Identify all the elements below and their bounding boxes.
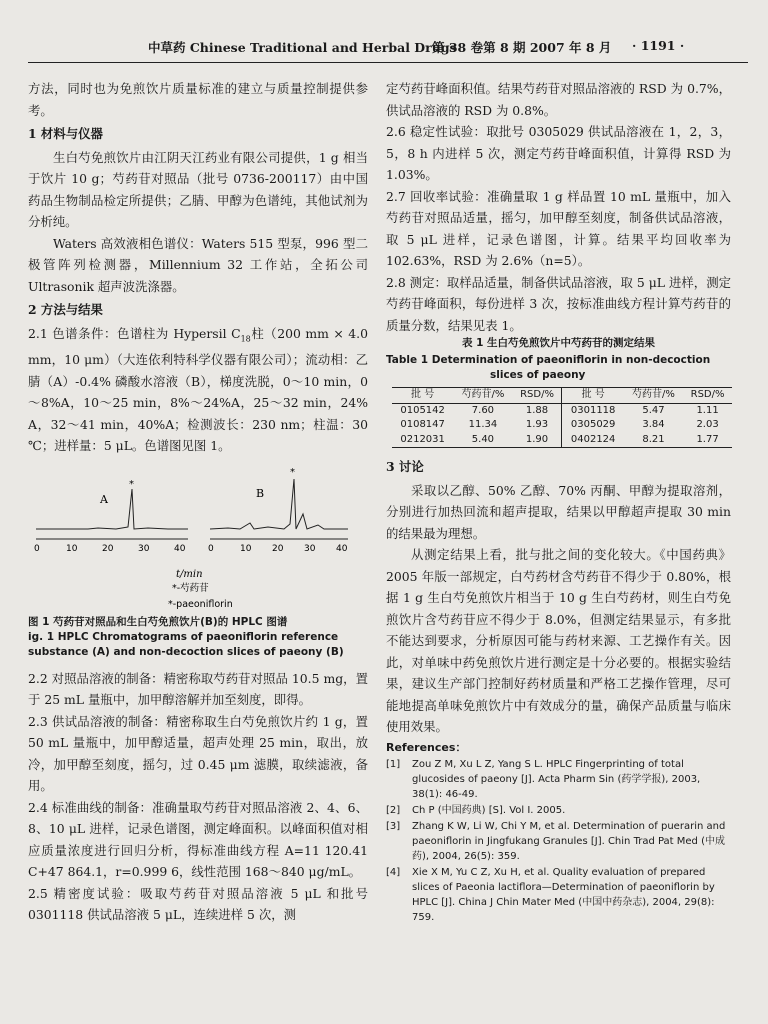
cell: 0108147 <box>400 419 445 430</box>
cell: 8.21 <box>642 433 665 445</box>
page-number: · 1191 · <box>632 38 685 53</box>
cell: 0301118 <box>562 403 624 418</box>
section-heading: 3 讨论 <box>386 459 424 474</box>
paragraph: 定芍药苷峰面积值。结果芍药苷对照品溶液的 RSD 为 0.7%，供试品溶液的 RSD 为 0.8%。 <box>386 81 731 118</box>
paragraph: 2.2 对照品溶液的制备：精密称取芍药苷对照品 10.5 mg，置于 25 mL 量瓶中，加甲醇溶解并加至刻度，即得。 <box>28 670 368 708</box>
column-header: RSD/% <box>690 389 725 400</box>
tick-label: 0 <box>34 543 40 554</box>
section-heading: 1 材料与仪器 <box>28 126 103 141</box>
cell: 1.93 <box>525 419 549 430</box>
cell: 2.03 <box>696 419 719 430</box>
table-caption-en: Table 1 Determination of paeoniflorin in non-decoction slices of paeony <box>386 354 711 381</box>
tick-label: 40 <box>336 543 348 554</box>
paragraph: 生白芍免煎饮片由江阴天江药业有限公司提供，1 g 相当于饮片 10 g；芍药苷对照品（批号 0736-200117）由中国药品生物制品检定所提供；乙腈、甲醇为色谱纯，其他试剂为分析纯。 <box>28 149 368 229</box>
table-row <box>392 403 732 418</box>
paragraph: 2.1 色谱条件：色谱柱为 Hypersil $C_{18}$柱（200 mm × 4.0 mm，10 μm）（大连依利特科学仪器有限公司）；流动相：乙腈（A）-0.4% 磷酸水溶液（B），梯度洗脱，0～10 min，0～8%A，10～25 min，8%～24%A，25～32 min，24% A，32～41 min，40%A；检测波长：230 nm；柱温：30 ℃；进样量：5 μL。色谱图见图 1。 <box>28 325 368 454</box>
cell: 7.60 <box>471 404 495 416</box>
tick-label: 10 <box>240 543 252 554</box>
paragraph: 2.6 稳定性试验：取批号 0305029 供试品溶液在 1，2，3，5，8 h 内进样 5 次，测定芍药苷峰面积值，计算得 RSD 为 1.03%。 <box>386 124 731 182</box>
tick-label: 30 <box>304 543 316 554</box>
right-column <box>386 78 731 926</box>
figure-caption: 图 1 芍药苷对照品和生白芍免煎饮片(B)的 HPLC 图谱 ig. 1 HPLC Chromatograms of paeoniflorin reference substance (A) and non-decoction slices of paeony (B) <box>28 615 344 658</box>
column-header: 批 号 <box>562 388 624 404</box>
hplc-figure <box>28 459 368 611</box>
peak-marker: * <box>290 466 295 478</box>
table-row <box>392 418 732 433</box>
legend-english: *-paeoniflorin <box>168 598 233 610</box>
cell: 5.40 <box>471 433 495 445</box>
cell: 3.84 <box>642 419 665 430</box>
trace-label-b: B <box>256 486 265 500</box>
reference-item: [2] Ch P (中国药典) [S]. Vol I. 2005. <box>386 804 566 816</box>
column-header: RSD/% <box>520 389 554 400</box>
tick-label: 30 <box>138 543 150 554</box>
references <box>386 740 731 925</box>
paragraph: 2.4 标准曲线的制备：准确量取芍药苷对照品溶液 2、4、6、8、10 μL 进样，记录色谱图，测定峰面积。以峰面积值对相应质量浓度进行回归分析，得标准曲线方程 A=11 120.41 C+47 864.1，r=0.999 6，线性范围 168～840 μg/mL。 <box>28 799 368 880</box>
cell: 1.11 <box>696 404 719 416</box>
paragraph: 2.5 精密度试验：吸取芍药苷对照品溶液 5 μL 和批号 0301118 供试品溶液 5 μL，连续进样 5 次，测 <box>28 885 368 923</box>
tick-label: 20 <box>102 543 114 554</box>
x-axis-label: t/min <box>176 568 203 580</box>
table-caption-cn: 表 1 生白芍免煎饮片中芍药苷的测定结果 <box>461 337 656 349</box>
reference-item: [3] Zhang K W, Li W, Chi Y M, et al. Determination of puerarin and paeoniflorin in Jingfukang Granules [J]. Chin Trad Pat Med (中成药), 2004, 26(5): 359. <box>386 820 726 862</box>
column-header: 批 号 <box>411 389 435 400</box>
cell: 1.90 <box>525 433 549 445</box>
table-header-row <box>392 388 732 404</box>
paragraph: Waters 高效液相色谱仪：Waters 515 型泵，996 型二极管阵列检测器，Millennium 32 工作站，全拓公司 Ultrasonik 超声波洗涤器。 <box>28 235 368 294</box>
cell: 0212031 <box>400 433 445 445</box>
column-header: 芍药苷/% <box>632 389 675 400</box>
references-heading: References： <box>386 740 467 754</box>
journal-name: 中草药 Chinese Traditional and Herbal Drugs <box>148 40 457 55</box>
left-column <box>28 78 368 926</box>
cell: 5.47 <box>642 404 665 416</box>
reference-item: [4] Xie X M, Yu C Z, Xu H, et al. Quality evaluation of prepared slices of Paeonia lactiflora—Determination of paeoniflorin by HPLC [J]. China J Chin Mater Med (中国中药杂志), 2004, 29(8): 759. <box>386 866 715 923</box>
cell: 11.34 <box>468 419 498 430</box>
column-header: 芍药苷/% <box>461 389 505 400</box>
chromatogram-a-trace <box>36 489 188 529</box>
trace-label-a: A <box>100 492 108 506</box>
tick-label: 0 <box>208 543 214 554</box>
paragraph: 采取以乙醇、50% 乙醇、70% 丙酮、甲醇为提取溶剂，分别进行加热回流和超声提取，结果以甲醇超声提取 30 min 的结果最为理想。 <box>386 482 731 541</box>
tick-label: 20 <box>272 543 284 554</box>
cell: 0305029 <box>562 418 624 433</box>
cell: 1.77 <box>696 433 719 445</box>
legend-chinese: *-芍药苷 <box>172 582 209 594</box>
paragraph: 2.8 测定：取样品适量，制备供试品溶液，取 5 μL 进样，测定芍药苷峰面积，每份进样 3 次，按标准曲线方程计算芍药苷的质量分数，结果见表 1。 <box>386 274 731 333</box>
header-rule <box>28 62 748 63</box>
table-row <box>392 433 732 448</box>
paragraph: 2.7 回收率试验：准确量取 1 g 样品置 10 mL 量瓶中，加入芍药苷对照品适量，摇匀，加甲醇至刻度，制备供试品溶液，取 5 μL 进样，记录色谱图，计算。结果平均回收率为 102.63%，RSD 为 2.6%（n=5）。 <box>386 188 731 268</box>
peak-marker: * <box>129 478 134 490</box>
paragraph: 从测定结果上看，批与批之间的变化较大。《中国药典》2005 年版一部规定，白芍药材含芍药苷不得少于 0.80%，根据 1 g 生白芍免煎饮片相当于 10 g 生白芍药材，则生白芍免煎饮片含芍药苷应不得少于 8.0%，但测定结果显示，有多批不能达到要求，分析原因可能与药材来源、工艺操作有关。因此，对单味中药免煎饮片进行测定是十分必要的。根据实验结果，建议生产部门控制好药材质量和严格工艺操作管理，尽可能地提高单味免煎饮片中有效成分的量，确保产品质量与临床使用效果。 <box>386 547 731 734</box>
chromatogram-b-trace <box>210 479 348 529</box>
paragraph: 方法，同时也为免煎饮片质量标准的建立与质量控制提供参考。 <box>28 81 368 118</box>
cell: 0402124 <box>562 433 624 448</box>
section-heading: 2 方法与结果 <box>28 302 103 317</box>
tick-label: 40 <box>174 543 186 554</box>
cell: 1.88 <box>525 404 549 416</box>
issue-info: 第 38 卷第 8 期 2007 年 8 月 <box>432 40 612 55</box>
tick-label: 10 <box>66 543 78 554</box>
cell: 0105142 <box>400 404 445 416</box>
paragraph: 2.3 供试品溶液的制备：精密称取生白芍免煎饮片约 1 g，置 50 mL 量瓶中，加甲醇适量，超声处理 25 min，取出，放冷，加甲醇至刻度，摇匀，过 0.45 μm 滤膜，取续滤液，备用。 <box>28 713 368 794</box>
results-table <box>392 387 732 448</box>
reference-item: [1] Zou Z M, Xu L Z, Yang S L. HPLC Fingerprinting of total glucosides of paeony [J]. Acta Pharm Sin (药学学报), 2003, 38(1): 46-49. <box>386 758 701 800</box>
